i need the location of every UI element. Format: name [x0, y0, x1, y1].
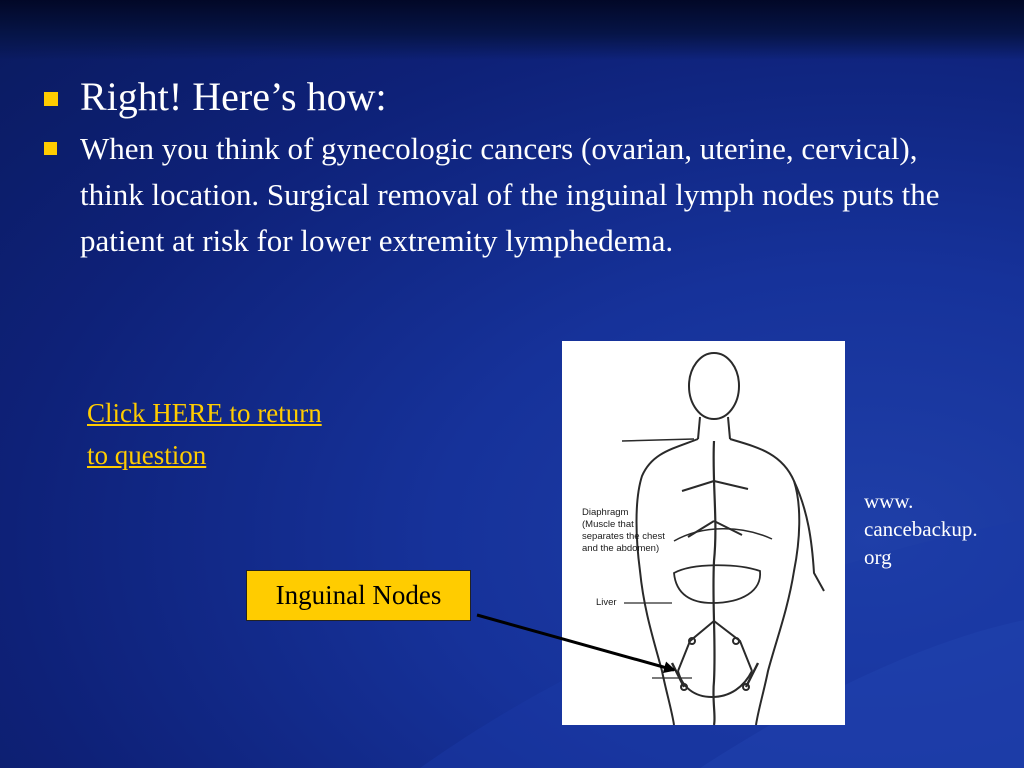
lymphatic-body-diagram [562, 341, 845, 725]
source-credit [864, 487, 1014, 571]
credit-line: www. [864, 489, 914, 513]
figure-label-diaphragm: (Muscle that [582, 519, 634, 530]
bullet-item [40, 70, 980, 124]
bullet-item [40, 126, 980, 264]
figure-label-diaphragm: and the abdomen) [582, 543, 660, 554]
figure-label-diaphragm: separates the chest [582, 531, 665, 542]
callout-label: Inguinal Nodes [275, 580, 442, 610]
square-bullet-icon [44, 142, 57, 155]
bullet-text: Right! Here’s how: [80, 74, 387, 119]
link-text-line-1[interactable]: Click HERE to return [87, 398, 322, 428]
credit-line: cancebackup. [864, 517, 978, 541]
link-text-line-2[interactable]: to question [87, 440, 207, 470]
bullet-list [40, 70, 980, 264]
figure-label-diaphragm: Diaphragm [582, 507, 629, 518]
body-outline-drawing [562, 341, 845, 725]
inguinal-nodes-callout [246, 570, 471, 621]
square-bullet-icon [44, 92, 58, 106]
bullet-text: When you think of gynecologic cancers (ovarian, uterine, cervical), think location. Surgical removal of the inguinal lymph nodes puts the patient at risk for lower extremity lymphedema. [80, 131, 940, 258]
return-to-question-link[interactable] [87, 392, 407, 476]
credit-line: org [864, 545, 892, 569]
figure-label-liver: Liver [596, 597, 617, 608]
